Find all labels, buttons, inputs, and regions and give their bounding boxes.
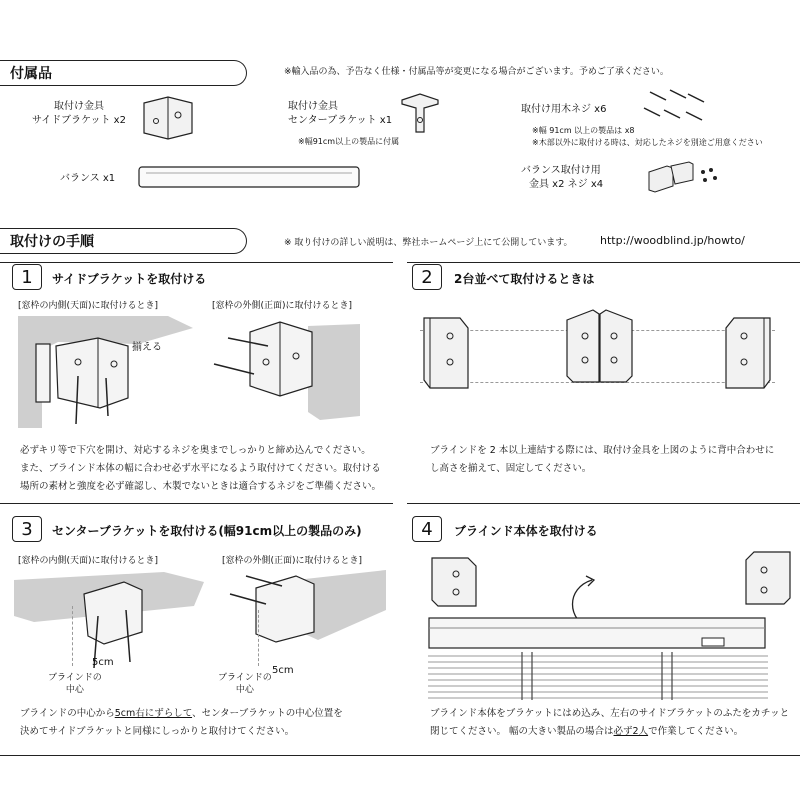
- step2-bracket-right: [722, 314, 774, 392]
- step2-text: ブラインドを 2 本以上連結する際には、取付け金具を上図のように背中合わせに し高さを揃えて、固定してください。: [430, 445, 775, 474]
- accessories-header: [0, 60, 247, 86]
- step3-dim-outside: 5cm: [272, 665, 294, 676]
- procedure-header: [0, 228, 247, 254]
- side-bracket-label: 取付け金具 サイドブラケット x2: [32, 101, 126, 126]
- center-bracket-illustration: [400, 92, 440, 134]
- step3-outside-illustration: [226, 570, 386, 670]
- step4-title: ブラインド本体を取付ける: [454, 524, 598, 538]
- screws-note-2: ※木部以外に取付ける時は、対応したネジを別途ご用意ください: [532, 138, 763, 147]
- step2-bracket-center-left: [563, 306, 601, 386]
- step4-blind-slats: [428, 652, 768, 700]
- valance-label: バランス x1: [60, 173, 116, 184]
- step3-text: ブラインドの中心から5cm右にずらして、センターブラケットの中心位置を 決めてサイドブラケットと同様にしっかりと取付けてください。: [20, 708, 343, 737]
- valance-illustration: [138, 164, 360, 190]
- procedure-header-label: 取付けの手順: [10, 234, 94, 250]
- divider-top-right: [407, 262, 800, 263]
- step3-title: センターブラケットを取付ける(幅91cm以上の製品のみ): [52, 524, 362, 538]
- center-bracket-note: ※幅91cm以上の製品に付属: [298, 137, 400, 146]
- step3-center-label-inside: ブラインドの 中心: [48, 673, 102, 695]
- step4-bracket-right: [742, 548, 794, 608]
- step3-sub-outside: [窓枠の外側(正面)に取付けるとき]: [222, 556, 363, 566]
- accessories-notice: ※輸入品の為、予告なく仕様・付属品等が変更になる場合がございます。予めご了承ください。: [284, 67, 669, 77]
- step1-align-label: 揃える: [132, 342, 162, 353]
- step4-bracket-left: [428, 554, 480, 610]
- side-bracket-illustration: [138, 95, 198, 140]
- center-bracket-label: 取付け金具 センターブラケット x1: [288, 101, 393, 126]
- step1-sub-inside: [窓枠の内側(天面)に取付けるとき]: [18, 301, 159, 311]
- screws-label: 取付け用木ネジ x6: [521, 104, 607, 115]
- step3-center-label-outside: ブラインドの 中心: [218, 673, 272, 695]
- step3-inside-center-line: [72, 606, 73, 666]
- step3-number: 3: [12, 516, 42, 542]
- step1-sub-outside: [窓枠の外側(正面)に取付けるとき]: [212, 301, 353, 311]
- screws-note-1: ※幅 91cm 以上の製品は x8: [532, 126, 635, 135]
- valance-fitting-illustration: [645, 160, 720, 195]
- procedure-notice: ※ 取り付けの詳しい説明は、弊社ホームページ上にて公開しています。: [284, 238, 573, 248]
- accessories-header-label: 付属品: [10, 66, 52, 82]
- step4-text: ブラインド本体をブラケットにはめ込み、左右のサイドブラケットのふたをカチッと 閉じてください。 幅の大きい製品の場合は必ず2人で作業してください。: [430, 708, 790, 737]
- step1-outside-illustration: [210, 316, 360, 426]
- step2-bracket-center-right: [598, 306, 636, 386]
- step1-inside-illustration: [18, 316, 193, 428]
- step2-title: 2台並べて取付けるときは: [454, 272, 595, 286]
- step1-text: 必ずキリ等で下穴を開け、対応するネジを奥までしっかりと締め込んでください。 また、ブラインド本体の幅に合わせ必ず水平になるよう取付けてください。取付ける 場所の素材と強度を必ず確認し、木製でないときは適合するネジをご準備ください。: [20, 445, 382, 492]
- step3-dim-inside: 5cm: [92, 657, 114, 668]
- step2-bracket-left: [420, 314, 472, 392]
- divider-bottom: [0, 755, 800, 756]
- valance-fitting-label: バランス取付け用 金具 x2 ネジ x4: [521, 165, 604, 190]
- step3-outside-center-line: [258, 610, 259, 666]
- step4-blind-headrail: [428, 616, 768, 652]
- screws-illustration: [640, 88, 710, 128]
- divider-top-left: [0, 262, 393, 263]
- step1-number: 1: [12, 264, 42, 290]
- divider-mid-right: [407, 503, 800, 504]
- step2-number: 2: [412, 264, 442, 290]
- divider-mid-left: [0, 503, 393, 504]
- step1-title: サイドブラケットを取付ける: [52, 272, 207, 286]
- step4-number: 4: [412, 516, 442, 542]
- step3-sub-inside: [窓枠の内側(天面)に取付けるとき]: [18, 556, 159, 566]
- procedure-url[interactable]: http://woodblind.jp/howto/: [600, 234, 745, 247]
